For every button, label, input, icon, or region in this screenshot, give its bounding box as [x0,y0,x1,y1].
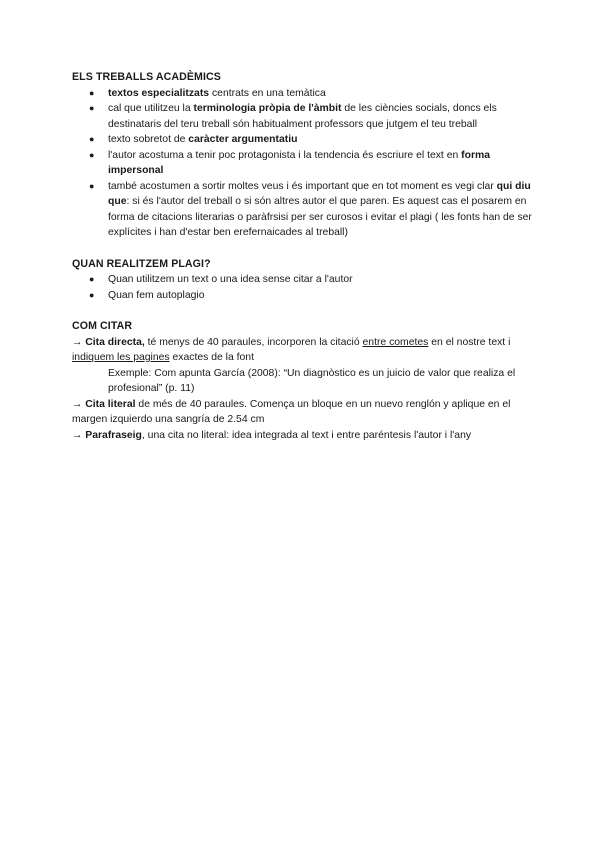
bullet-icon: ● [89,180,95,191]
list-item [72,179,534,241]
text: també acostumen a sortir moltes veus i és important que en tot moment es vegi clar [108,180,497,192]
list-item [72,288,534,304]
text: : si és l'autor del treball o si són altres autor el que paren. Es aquest cas el posarem en forma de citacions literarias o paràfrsisi per ser curosos i evitar el plagi ( les fonts han de ser explícites i han d'estar ben erefernaicades al treball) [108,196,532,238]
example-block: Exemple: Com apunta García (2008): “Un diagnòstico es un juicio de valor que realiza el profesional” (p. 11) [108,367,516,394]
text: en el nostre text i [428,336,511,348]
text: de més de 40 paraules. Comença un bloque en un nuevo renglón y aplique en el margen izquierdo una sangría de 2.54 cm [72,398,511,425]
list-item [72,132,534,148]
text: té menys de 40 paraules, incorporen la citació [144,336,363,348]
section-treballs-academics [72,70,534,241]
list-item [72,101,534,132]
underlined-text: indiquem les pagines [72,352,170,363]
section-com-citar [72,319,534,443]
text: de les ciències socials, doncs els destinataris del teru treball són habitualment professors que jutgem el teu treball [108,103,497,130]
text: l'autor acostuma a tenir poc protagonista i la tendencia és escriure el text en [108,149,462,161]
bold-text: Cita directa, [85,336,145,348]
text: texto sobretot de [108,134,189,145]
section-plagi [72,257,534,304]
bullet-icon: ● [89,87,95,98]
text: centrats en una temàtica [209,87,326,99]
bold-text: caràcter argumentatiu [188,134,298,145]
underlined-text: entre cometes [362,336,429,348]
bullet-icon: ● [89,103,95,113]
bold-text: textos especialitzats [108,87,210,99]
bullet-list [72,272,534,303]
bullet-icon: ● [89,149,95,160]
arrow-icon: → [72,398,86,410]
text: cal que utilitzeu la [108,103,194,114]
bullet-list [72,86,534,241]
bullet-icon: ● [89,289,95,300]
section-heading: COM CITAR [72,320,133,332]
list-item [72,86,534,102]
section-heading: QUAN REALITZEM PLAGI? [72,257,211,270]
bold-text: terminologia pròpia de l'àmbit [193,103,342,114]
document-body [72,70,534,459]
bullet-icon: ● [89,134,95,144]
bullet-icon: ● [89,274,95,284]
text: exactes de la font [169,352,254,363]
arrow-icon: → [72,429,86,441]
text: , una cita no literal: idea integrada al text i entre paréntesis l'autor i l'any [141,429,472,441]
section-heading: ELS TREBALLS ACADÈMICS [72,71,221,83]
text: Quan fem autoplagio [108,289,205,301]
list-item [72,148,534,179]
paragraph-parafraseig [72,428,534,444]
paragraph-cita-directa [72,335,534,366]
text: Quan utilitzem un text o una idea sense citar a l'autor [108,274,353,285]
arrow-icon: → [72,336,86,348]
bold-text: qui diu que [108,180,531,207]
bold-text: Parafraseig [85,429,142,441]
bold-text: forma impersonal [108,149,491,176]
paragraph-cita-literal [72,397,534,428]
list-item [72,272,534,288]
bold-text: Cita literal [85,398,136,410]
